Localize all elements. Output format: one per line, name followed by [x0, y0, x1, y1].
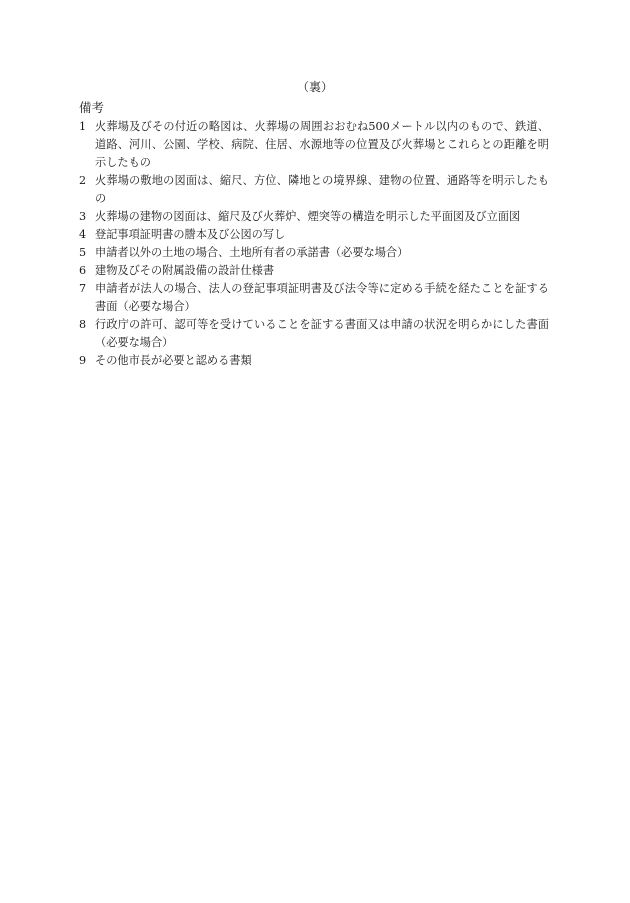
remark-text: 火葬場の建物の図面は、縮尺及び火葬炉、煙突等の構造を明示した平面図及び立面図: [95, 210, 521, 223]
remark-item: [79, 280, 549, 316]
remark-number: 6: [79, 264, 87, 277]
remark-text: 申請者が法人の場合、法人の登記事項証明書及び法令等に定める手続を経たことを証する書面（必要な場合）: [95, 282, 549, 313]
remarks-heading: 備考: [79, 100, 105, 115]
remark-number: 2: [79, 174, 87, 187]
remark-text: 火葬場の敷地の図面は、縮尺、方位、隣地との境界線、建物の位置、通路等を明示したもの: [95, 174, 549, 205]
remark-item: [79, 352, 549, 370]
remarks-list: [79, 118, 549, 370]
remark-text: 申請者以外の土地の場合、土地所有者の承諾書（必要な場合）: [95, 246, 409, 259]
remark-number: 4: [79, 228, 87, 241]
remark-number: 1: [79, 120, 87, 133]
remark-item: [79, 262, 549, 280]
remark-text: 建物及びその附属設備の設計仕様書: [95, 264, 275, 277]
remark-item: [79, 244, 549, 262]
remark-number: 5: [79, 246, 87, 259]
page-side-label: （裏）: [296, 80, 333, 94]
remark-item: [79, 118, 549, 172]
remark-text: 登記事項証明書の謄本及び公図の写し: [95, 228, 286, 241]
remark-text: その他市長が必要と認める書類: [95, 354, 252, 367]
remark-number: 8: [79, 318, 87, 331]
remark-item: [79, 226, 549, 244]
remark-item: [79, 172, 549, 208]
remark-number: 7: [79, 282, 87, 295]
remark-item: [79, 208, 549, 226]
remark-number: 9: [79, 354, 87, 367]
remark-item: [79, 316, 549, 352]
remark-text: 行政庁の許可、認可等を受けていることを証する書面又は申請の状況を明らかにした書面（必要な場合）: [95, 318, 549, 349]
remark-text: 火葬場及びその付近の略図は、火葬場の周囲おおむね500メートル以内のもので、鉄道、道路、河川、公園、学校、病院、住居、水源地等の位置及び火葬場とこれらとの距離を明示したもの: [95, 120, 549, 169]
remark-number: 3: [79, 210, 87, 223]
